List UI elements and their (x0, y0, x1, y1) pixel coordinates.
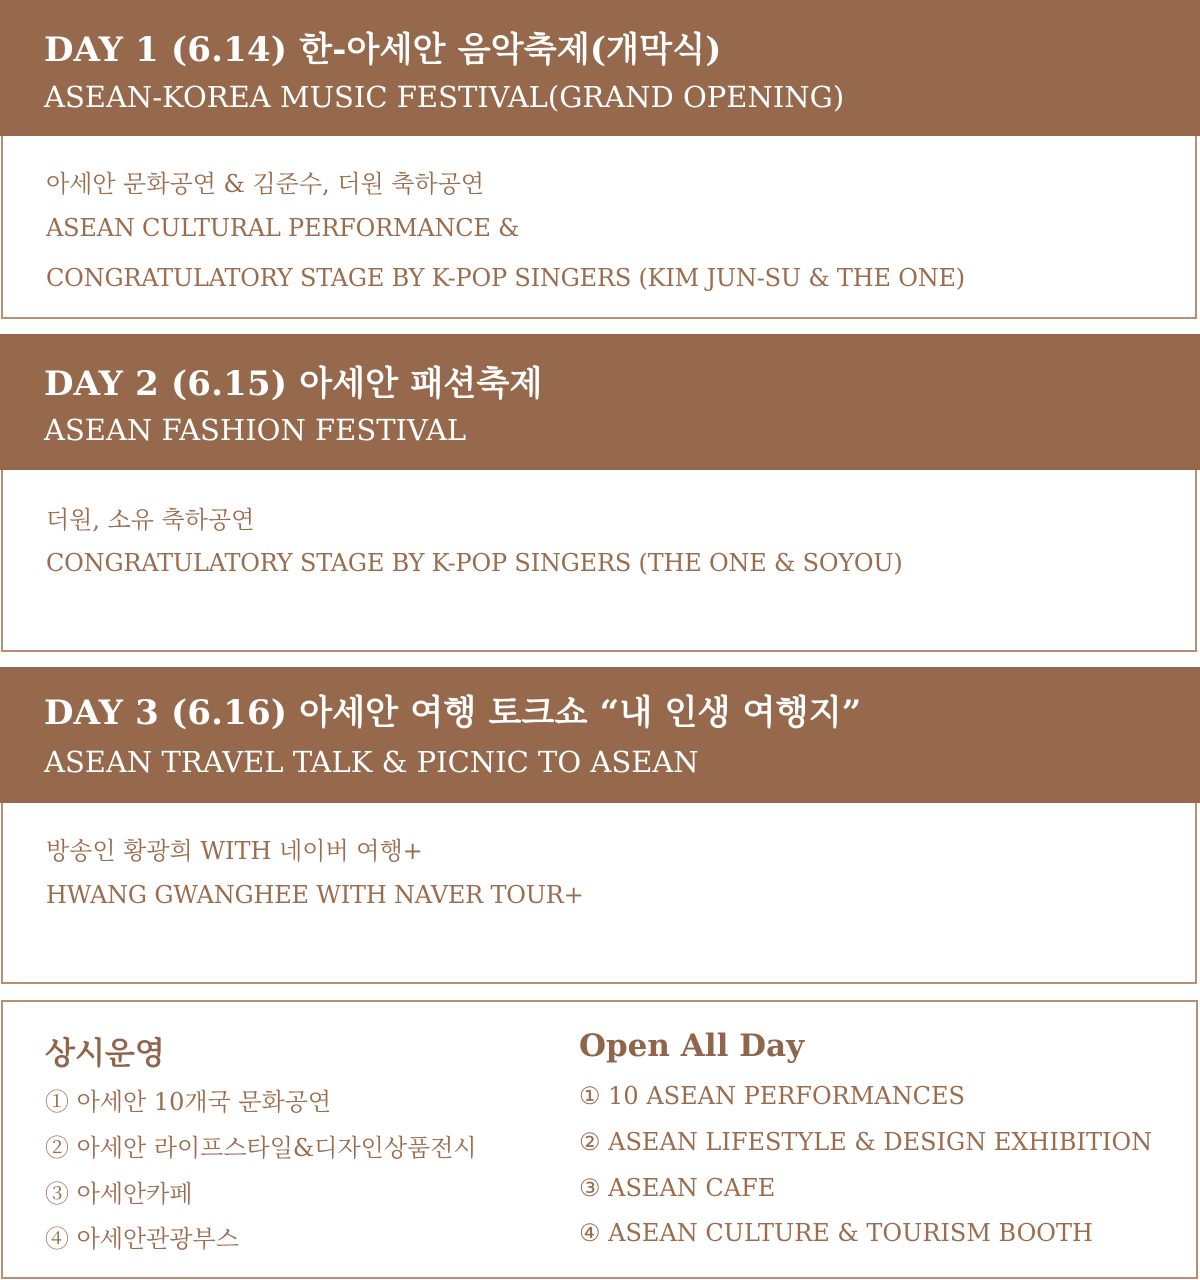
open-item-ko-2: ② 아세안 라이프스타일&디자인상품전시 (45, 1134, 477, 1162)
day2-line-ko: 더원, 소유 축하공연 (46, 506, 255, 534)
day3-subtitle: ASEAN TRAVEL TALK & PICNIC TO ASEAN (44, 745, 699, 779)
day2-body (1, 470, 1197, 652)
day1-header (0, 0, 1200, 136)
day3-header (0, 667, 1200, 803)
day2-subtitle: ASEAN FASHION FESTIVAL (44, 413, 467, 447)
open-item-ko-3: ③ 아세안카페 (45, 1180, 193, 1208)
day1-line-en-1: ASEAN CULTURAL PERFORMANCE & (46, 214, 520, 242)
open-item-en-2: ② ASEAN LIFESTYLE & DESIGN EXHIBITION (579, 1128, 1153, 1156)
day3-title: DAY 3 (6.16) 아세안 여행 토크쇼 “내 인생 여행지” (44, 693, 862, 733)
open-item-en-1: ① 10 ASEAN PERFORMANCES (579, 1082, 965, 1110)
day2-line-en: CONGRATULATORY STAGE BY K-POP SINGERS (THE ONE & SOYOU) (46, 549, 903, 577)
day3-line-en: HWANG GWANGHEE WITH NAVER TOUR+ (46, 881, 584, 909)
open-item-ko-4: ④ 아세안관광부스 (45, 1225, 239, 1253)
open-item-en-4: ④ ASEAN CULTURE & TOURISM BOOTH (579, 1219, 1093, 1247)
open-item-en-3: ③ ASEAN CAFE (579, 1174, 776, 1202)
open-title-ko: 상시운영 (45, 1036, 165, 1072)
open-item-ko-1: ① 아세안 10개국 문화공연 (45, 1088, 332, 1116)
open-title-en: Open All Day (579, 1028, 805, 1064)
open-all-day-box (1, 1000, 1198, 1279)
day3-body (1, 803, 1197, 984)
day2-title: DAY 2 (6.15) 아세안 패션축제 (44, 364, 543, 404)
day2-header (0, 334, 1200, 470)
day1-title: DAY 1 (6.14) 한-아세안 음악축제(개막식) (44, 30, 722, 70)
day1-line-ko: 아세안 문화공연 & 김준수, 더원 축하공연 (46, 170, 485, 198)
day3-line-ko: 방송인 황광희 WITH 네이버 여행+ (46, 837, 423, 865)
day1-line-en-2: CONGRATULATORY STAGE BY K-POP SINGERS (KIM JUN-SU & THE ONE) (46, 264, 965, 292)
day1-body (1, 136, 1197, 319)
day1-subtitle: ASEAN-KOREA MUSIC FESTIVAL(GRAND OPENING) (44, 80, 845, 114)
